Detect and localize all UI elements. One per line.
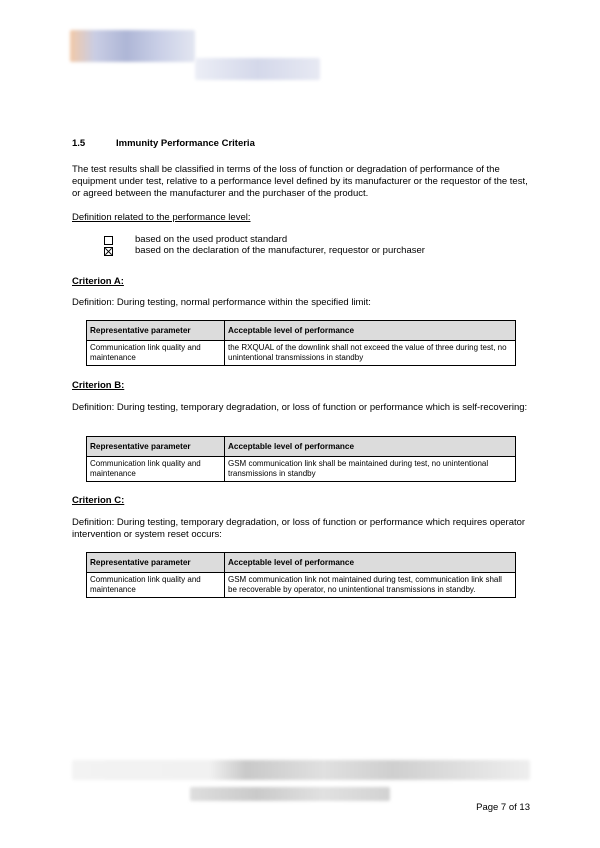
table-row — [87, 573, 516, 598]
footer-contact-blurred — [190, 787, 390, 801]
checkbox-checked — [104, 247, 113, 256]
criterion-a-definition: Definition: During testing, normal performance within the specified limit: — [72, 297, 371, 308]
table-header-row — [87, 321, 516, 341]
company-logo-blurred — [70, 30, 195, 62]
header-representative-parameter: Representative parameter — [87, 553, 225, 573]
criterion-b-title: Criterion B: — [72, 380, 125, 391]
footer-address-blurred — [72, 760, 530, 780]
intro-paragraph: The test results shall be classified in terms of the loss of function or degradation of performance of the equipment under test, relative to a performance level defined by its manufacturer or the requestor of the test, or agreed between the manufacturer and the purchaser of the product. — [72, 164, 528, 199]
criterion-c-table — [86, 552, 516, 598]
option-label: based on the declaration of the manufacturer, requestor or purchaser — [135, 245, 425, 256]
level-cell: the RXQUAL of the downlink shall not exceed the value of three during test, no unintentional transmissions in standby — [225, 341, 516, 366]
table-row — [87, 457, 516, 482]
option-label: based on the used product standard — [135, 234, 288, 245]
option-manufacturer-declaration — [104, 245, 425, 257]
header-acceptable-level: Acceptable level of performance — [225, 321, 516, 341]
parameter-cell: Communication link quality and maintenance — [87, 341, 225, 366]
table-row — [87, 341, 516, 366]
criterion-a-title: Criterion A: — [72, 276, 124, 287]
checkbox-unchecked — [104, 236, 113, 245]
company-subtitle-blurred — [195, 58, 320, 80]
definition-heading: Definition related to the performance level: — [72, 212, 251, 223]
criterion-b-table — [86, 436, 516, 482]
criterion-c-title: Criterion C: — [72, 495, 125, 506]
header-acceptable-level: Acceptable level of performance — [225, 437, 516, 457]
level-cell: GSM communication link not maintained during test, communication link shall be recoverable by operator, no unintentional transmissions in standby. — [225, 573, 516, 598]
section-heading — [72, 138, 255, 149]
header-representative-parameter: Representative parameter — [87, 321, 225, 341]
parameter-cell: Communication link quality and maintenance — [87, 573, 225, 598]
table-header-row — [87, 437, 516, 457]
criterion-a-table — [86, 320, 516, 366]
criterion-c-definition: Definition: During testing, temporary degradation, or loss of function or performance which requires operator intervention or system reset occurs: — [72, 517, 526, 540]
level-cell: GSM communication link shall be maintained during test, no unintentional transmissions in standby — [225, 457, 516, 482]
criterion-b-definition: Definition: During testing, temporary degradation, or loss of function or performance which is self-recovering: — [72, 402, 528, 413]
section-number: 1.5 — [72, 138, 86, 149]
header-representative-parameter: Representative parameter — [87, 437, 225, 457]
table-header-row — [87, 553, 516, 573]
header-acceptable-level: Acceptable level of performance — [225, 553, 516, 573]
page-number: Page 7 of 13 — [476, 802, 530, 813]
section-title: Immunity Performance Criteria — [116, 138, 255, 149]
parameter-cell: Communication link quality and maintenance — [87, 457, 225, 482]
